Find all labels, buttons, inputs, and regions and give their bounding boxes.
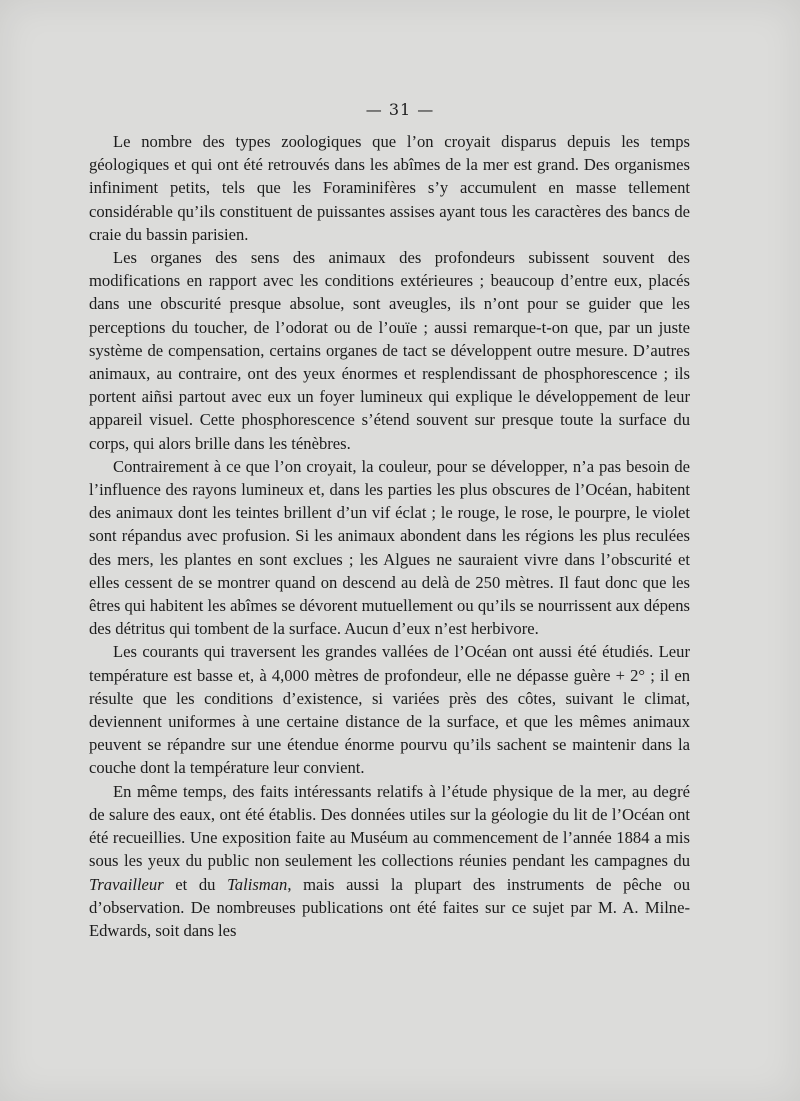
paragraph-exposition-part-2: et du (163, 874, 228, 894)
paragraph-foraminiferes: Le nombre des types zoologiques que l’on croyait disparus depuis les temps géologiques et qui ont été retrouvés dans les abîmes de la mer est grand. Des organismes infiniment petits, tels que les Foraminifères s’y accumulent en masse tellement considérable qu’ils constituent de puissantes assises ayant tous les caractères des bancs de craie du bassin parisien. (89, 132, 690, 244)
paragraph-exposition-part-3: , mais aussi la plupart des instruments de pêche ou d’observation. De nombreuses publications ont été faites sur ce sujet par M. A. Milne-Edwards, soit dans les (89, 874, 690, 940)
paragraph-couleur: Contrairement à ce que l’on croyait, la couleur, pour se développer, n’a pas besoin de l’influence des rayons lumineux et, dans les parties les plus obscures de l’Océan, habitent des animaux dont les teintes brillent d’un vif éclat ; le rouge, le rose, le pourpre, le violet sont répandus avec profusion. Si les animaux abondent dans les régions les plus reculées des mers, les plantes en sont exclues ; les Algues ne sauraient vivre dans l’obscurité et elles cessent de se montrer quand on descend au delà de 250 mètres. Il faut donc que les êtres qui habitent les abîmes se dévorent mutuellement ou qu’ils se nourrissent aux dépens des détritus qui tombent de la surface. Aucun d’eux n’est herbivore. (89, 456, 690, 639)
page-number: — 31 — (365, 100, 435, 119)
ship-name-travailleur: Travailleur (89, 874, 164, 894)
ship-name-talisman: Talisman (227, 874, 288, 894)
paragraph-exposition-part-1: En même temps, des faits intéressants relatifs à l’étude physique de la mer, au degré de salure des eaux, ont été établis. Des données utiles sur la géologie du lit de l’Océan ont été recueillies. Une exposition faite au Muséum au commencement de l’année 1884 a mis sous les yeux du public non seulement les collections réunies pendant les campagnes du (89, 781, 690, 871)
paragraph-organes-des-sens: Les organes des sens des animaux des profondeurs subissent souvent des modifications en rapport avec les conditions extérieures ; beaucoup d’entre eux, placés dans une obscurité presque absolue, sont aveugles, ils n’ont pour se guider que les perceptions du toucher, de l’odorat ou de l’ouïe ; aussi remarque-t-on que, par un juste système de compensation, certains organes de tact se développent outre mesure. D’autres animaux, au contraire, ont des yeux énormes et resplendissant de phosphorescence ; ils portent aiñsi partout avec eux un foyer lumineux qui explique le développement de leur appareil visuel. Cette phosphorescence s’étend souvent sur presque toute la surface du corps, qui alors brille dans les ténèbres. (89, 248, 690, 453)
paragraph-courants: Les courants qui traversent les grandes vallées de l’Océan ont aussi été étudiés. Leur température est basse et, à 4,000 mètres de profondeur, elle ne dépasse guère + 2° ; il en résulte que les conditions d’existence, si variées près des côtes, suivant le climat, deviennent uniformes à une certaine distance de la surface, et que les mêmes animaux peuvent se répandre sur une étendue énorme pourvu qu’ils sachent se maintenir dans la couche dont la température leur convient. (89, 642, 690, 778)
body-text (89, 130, 690, 942)
paragraph-exposition (89, 780, 690, 942)
